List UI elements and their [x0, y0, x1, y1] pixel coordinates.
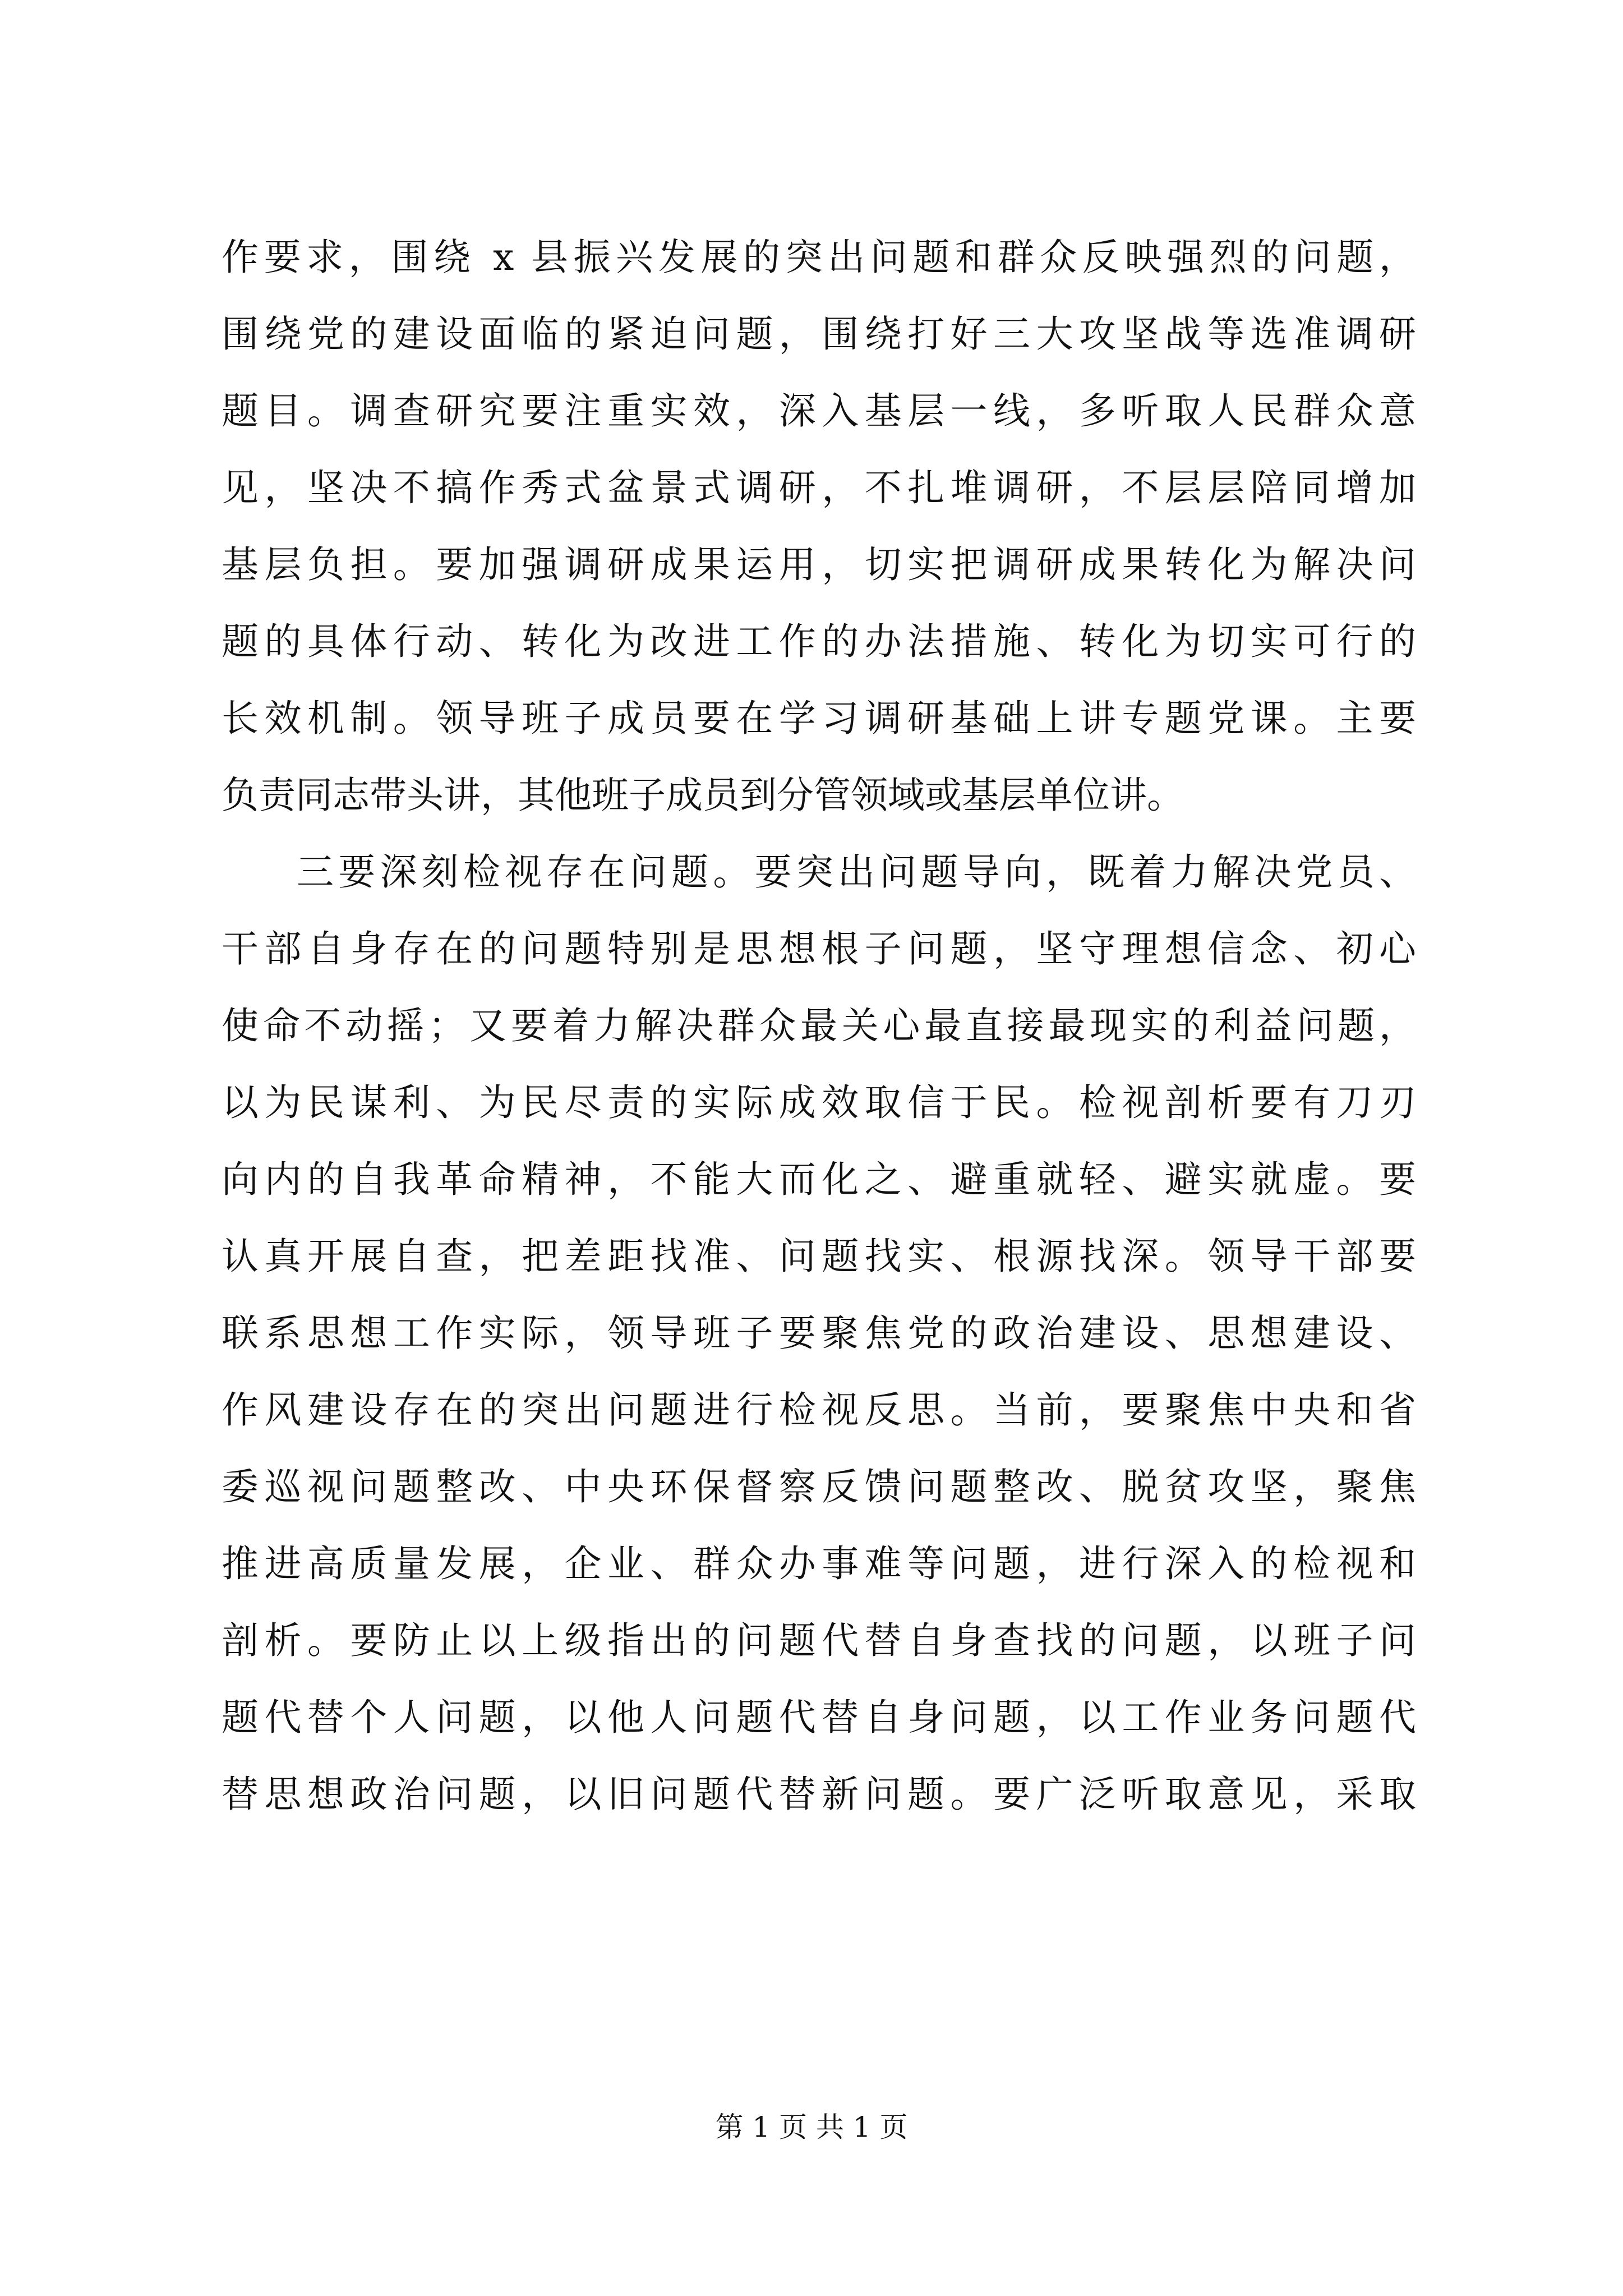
text-line: 替思想政治问题，以旧问题代替新问题。要广泛听取意见，采取: [222, 1773, 1416, 1816]
text-line: 作风建设存在的突出问题进行检视反思。当前，要聚焦中央和省: [222, 1388, 1416, 1432]
text-line: 基层负担。要加强调研成果运用，切实把调研成果转化为解决问: [222, 543, 1416, 586]
text-line: 见，坚决不搞作秀式盆景式调研，不扎堆调研，不层层陪同增加: [222, 466, 1416, 509]
text-line: 使命不动摇；又要着力解决群众最关心最直接最现实的利益问题，: [222, 1004, 1416, 1047]
text-line: 联系思想工作实际，领导班子要聚焦党的政治建设、思想建设、: [222, 1312, 1416, 1355]
text-line: 推进高质量发展，企业、群众办事难等问题，进行深入的检视和: [222, 1542, 1416, 1585]
text-line: 委巡视问题整改、中央环保督察反馈问题整改、脱贫攻坚，聚焦: [222, 1465, 1416, 1508]
text-line: 题的具体行动、转化为改进工作的办法措施、转化为切实可行的: [222, 620, 1416, 663]
text-line: 负责同志带头讲，其他班子成员到分管领域或基层单位讲。: [222, 774, 1184, 817]
page-number-footer: 第 1 页 共 1 页: [715, 2111, 908, 2143]
text-line: 剖析。要防止以上级指出的问题代替自身查找的问题，以班子问: [222, 1619, 1416, 1662]
text-line: 题目。调查研究要注重实效，深入基层一线，多听取人民群众意: [222, 389, 1416, 432]
text-line: 长效机制。领导班子成员要在学习调研基础上讲专题党课。主要: [222, 697, 1416, 740]
text-line: 以为民谋利、为民尽责的实际成效取信于民。检视剖析要有刀刃: [222, 1081, 1416, 1124]
text-line: 围绕党的建设面临的紧迫问题，围绕打好三大攻坚战等选准调研: [222, 312, 1416, 356]
text-line: 干部自身存在的问题特别是思想根子问题，坚守理想信念、初心: [222, 927, 1416, 970]
text-line: 认真开展自查，把差距找准、问题找实、根源找深。领导干部要: [222, 1235, 1416, 1278]
text-line: 题代替个人问题，以他人问题代替自身问题，以工作业务问题代: [222, 1696, 1416, 1739]
paragraph-first-line: 三要深刻检视存在问题。要突出问题导向，既着力解决党员、: [297, 850, 1416, 894]
document-body: [222, 219, 1416, 1833]
text-line: 向内的自我革命精神，不能大而化之、避重就轻、避实就虚。要: [222, 1158, 1416, 1201]
text-line: 作要求，围绕 x 县振兴发展的突出问题和群众反映强烈的问题，: [222, 236, 1416, 279]
